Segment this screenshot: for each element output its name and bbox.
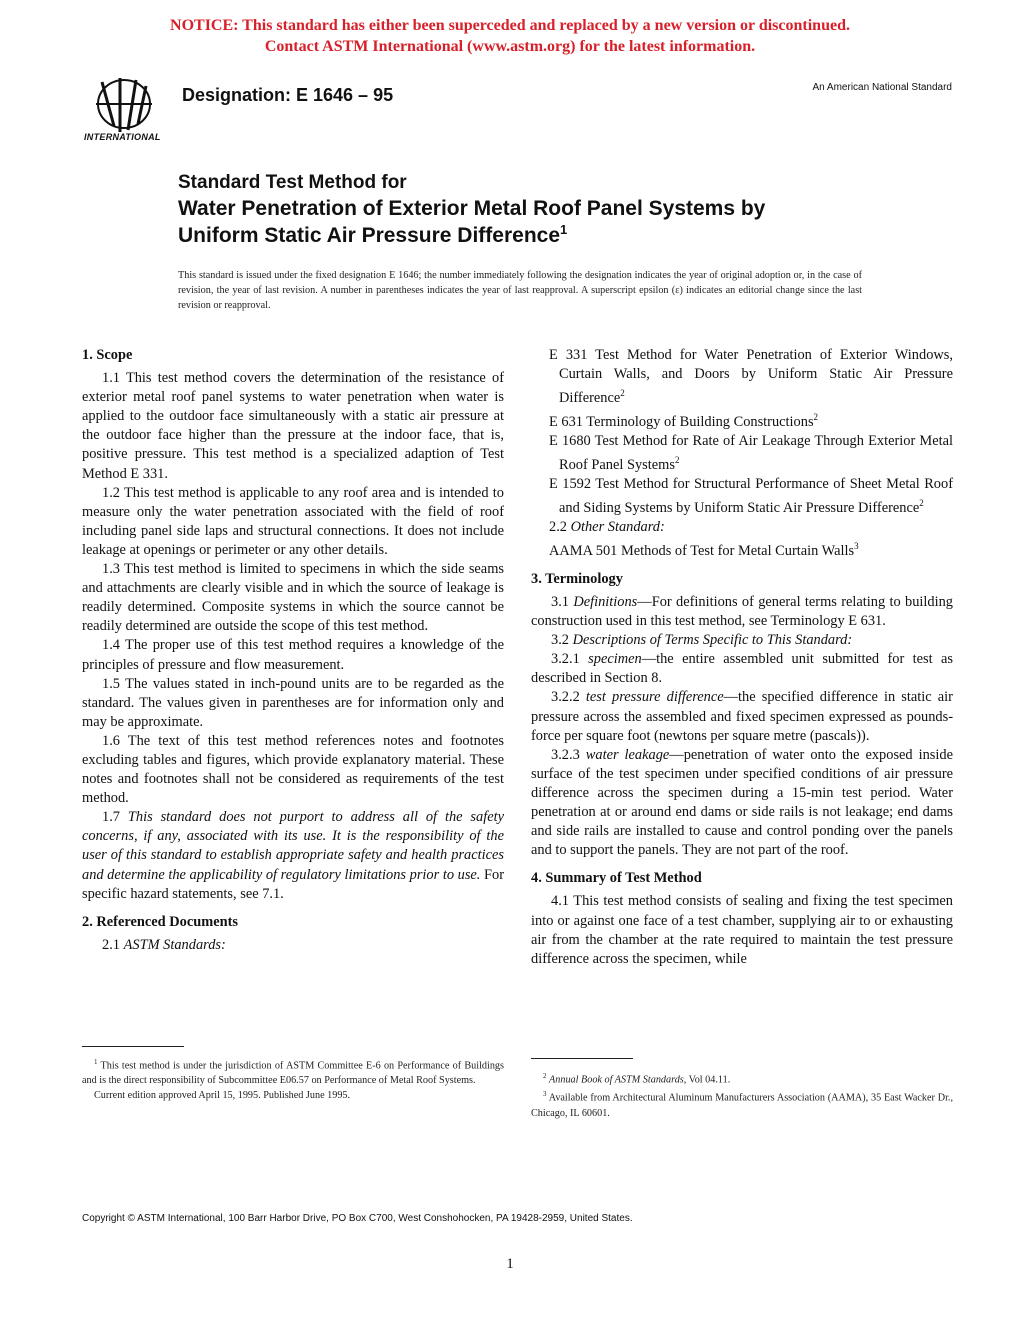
- title-line-2: Water Penetration of Exterior Metal Roof Panel Systems by: [178, 197, 766, 220]
- para-2-1: 2.1 ASTM Standards:: [102, 936, 226, 953]
- right-column: [531, 346, 953, 969]
- footnote-1: $^1$ This test method is under the jurisdiction of ASTM Committee E-6 on Performance of Buildings and is the direct responsibility of Subcommittee E06.57 on Performance of Metal Roof Systems.: [82, 1058, 504, 1087]
- section-1-heading: 1. Scope: [82, 347, 133, 363]
- notice-line-1: NOTICE: This standard has either been superceded and replaced by a new version or discontinued.: [170, 17, 850, 34]
- american-national-standard: An American National Standard: [812, 82, 952, 93]
- section-3-heading: 3. Terminology: [531, 570, 623, 587]
- footnotes-right: [531, 1069, 953, 1121]
- designation: Designation: E 1646 – 95: [182, 85, 394, 105]
- left-column: [82, 346, 504, 955]
- footnote-1b: Current edition approved April 15, 1995. Published June 1995.: [94, 1090, 351, 1102]
- footnote-rule-right: [531, 1058, 633, 1059]
- ref-e631: E 631 Terminology of Building Constructions$^2$: [549, 412, 819, 430]
- page-number: 1: [506, 1256, 514, 1272]
- para-1-7: 1.7 This standard does not purport to address all of the safety concerns, if any, associated with its use. It is the responsibility of the user of this standard to establish appropriate safety and health practices and determine the applicability of regulatory limitations prior to use. For specific hazard statements, see 7.1.: [82, 809, 504, 902]
- section-2-heading: 2. Referenced Documents: [82, 913, 238, 930]
- ref-e331: E 331 Test Method for Water Penetration of Exterior Windows, Curtain Walls, and Doors by Uniform Static Air Pressure Difference$^2$: [549, 347, 953, 406]
- para-1-2: 1.2 This test method is applicable to any roof area and is intended to measure only the water penetration associated with the field of roof including panel side laps and structural connections. It does not include leakage at openings or perimeter or any other details.: [82, 484, 504, 558]
- footnote-rule-left: [82, 1046, 184, 1047]
- footnotes-left: [82, 1055, 504, 1103]
- title-line-3: Uniform Static Air Pressure Difference$^1$: [178, 222, 568, 247]
- copyright: Copyright © ASTM International, 100 Barr Harbor Drive, PO Box C700, West Conshohocken, PA 19428-2959, United States.: [82, 1213, 633, 1224]
- para-2-2: 2.2 Other Standard:: [549, 518, 665, 535]
- footnote-3: $^3$ Available from Architectural Aluminum Manufacturers Association (AAMA), 35 East Wacker Dr., Chicago, IL 60601.: [531, 1090, 953, 1119]
- ref-aama: AAMA 501 Methods of Test for Metal Curtain Walls$^3$: [549, 541, 859, 559]
- para-4-1: 4.1 This test method consists of sealing and fixing the test specimen into or against one face of a test chamber, supplying air to or exhausting air from the chamber at the rate required to maintain the test pressure difference across the specimen, while: [531, 893, 953, 967]
- ref-e1680: E 1680 Test Method for Rate of Air Leakage Through Exterior Metal Roof Panel Systems$^2$: [549, 432, 953, 473]
- notice-line-2: Contact ASTM International (www.astm.org) for the latest information.: [264, 38, 756, 55]
- footnote-2: $^2$ Annual Book of ASTM Standards, Vol 04.11.: [543, 1072, 731, 1086]
- para-1-4: 1.4 The proper use of this test method requires a knowledge of the principles of pressure and flow measurement.: [82, 637, 504, 673]
- title-footnote-mark: 1: [560, 222, 568, 237]
- section-4-heading: 4. Summary of Test Method: [531, 870, 702, 887]
- astm-logo: [84, 74, 170, 146]
- title-line-1: Standard Test Method for: [178, 172, 407, 193]
- para-3-2-3: 3.2.3 water leakage—penetration of water onto the exposed inside surface of the test specimen under specified conditions of air pressure difference across the specimen during a 15-min test period. Water penetration at or around end dams or side rails is not leakage; end dams and side rails are installed to cause and control ponding over the panels and to support the panels. They are not part of the roof.: [531, 746, 953, 859]
- para-3-2-1: 3.2.1 specimen—the entire assembled unit submitted for test as described in Section 8.: [531, 651, 953, 687]
- para-3-1: 3.1 Definitions—For definitions of general terms relating to building construction used in this test method, see Terminology E 631.: [531, 594, 953, 630]
- para-1-1: 1.1 This test method covers the determination of the resistance of exterior metal roof panel systems to water penetration when water is applied to the outdoor face simultaneously with a static air pressure at the outdoor face higher than the pressure at the indoor face, that is, positive pressure. This test method is a specialized adaption of Test Method E 331.: [82, 370, 504, 482]
- logo-text: INTERNATIONAL: [84, 132, 161, 142]
- para-1-6: 1.6 The text of this test method references notes and footnotes excluding tables and figures, which provide explanatory material. These notes and footnotes shall not be considered as requirements of the test method.: [82, 732, 504, 807]
- ref-e1592: E 1592 Test Method for Structural Performance of Sheet Metal Roof and Siding Systems by Uniform Static Air Pressure Difference$^2$: [549, 475, 953, 516]
- para-3-2: 3.2 Descriptions of Terms Specific to This Standard:: [551, 632, 853, 649]
- preamble: This standard is issued under the fixed designation E 1646; the number immediately following the designation indicates the year of original adoption or, in the case of revision, the year of last revision. A number in parentheses indicates the year of last reapproval. A superscript epsilon (ε) indicates an editorial change since the last revision or reapproval.: [178, 270, 862, 311]
- para-3-2-2: 3.2.2 test pressure difference—the specified difference in static air pressure across the assembled and fixed specimen expressed as pounds-force per square foot (newtons per square metre (pascals)).: [531, 689, 953, 744]
- para-1-3: 1.3 This test method is limited to specimens in which the side seams and attachments are clearly visible and in which the source of leakage is readily determined. Composite systems in which the source cannot be readily determined are outside the scope of this test method.: [82, 561, 504, 635]
- para-1-5: 1.5 The values stated in inch-pound units are to be regarded as the standard. The values given in parentheses are for information only and may be approximate.: [82, 675, 504, 730]
